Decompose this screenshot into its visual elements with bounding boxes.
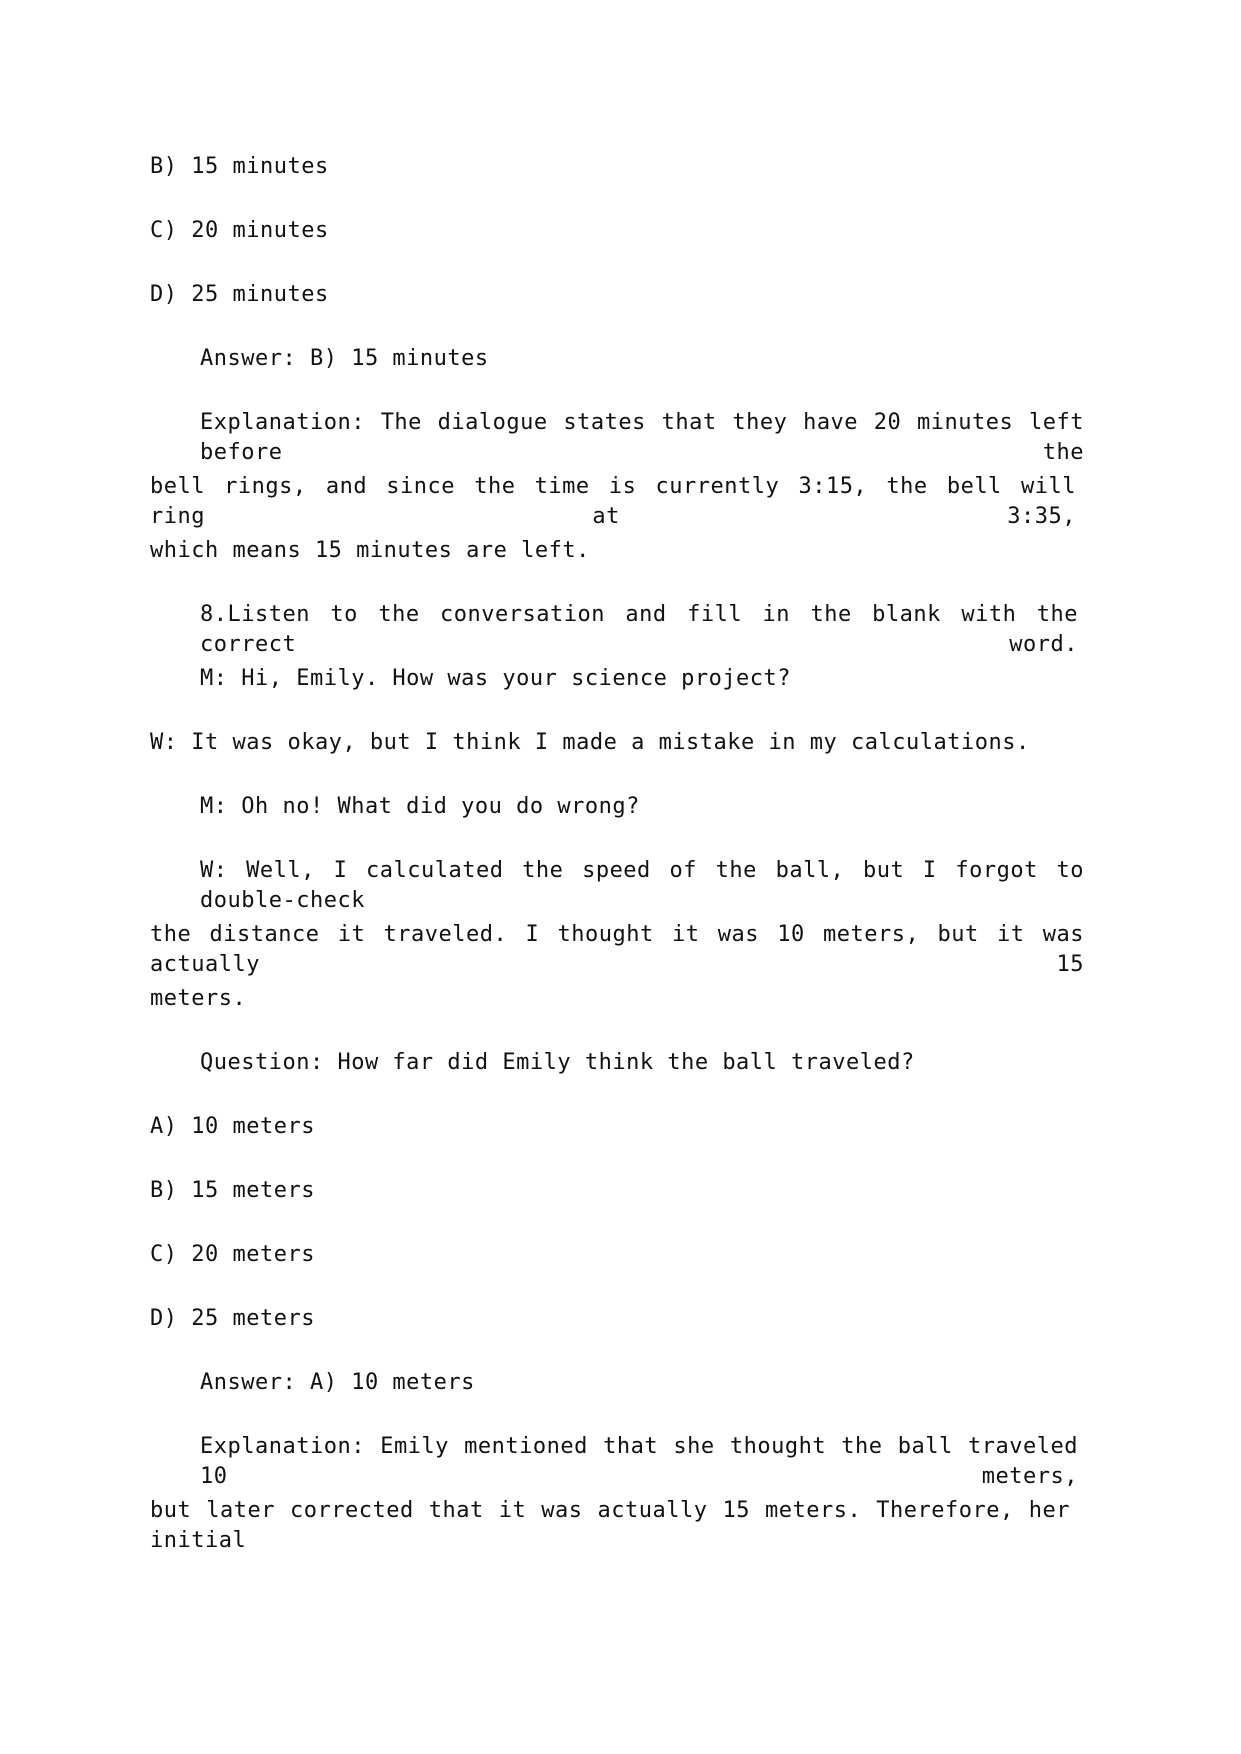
- dialogue-line-w-2-part-2: the distance it traveled. I thought it was 10 meters, but it was actually 15: [150, 922, 1084, 977]
- explanation-8-line-1: Explanation: Emily mentioned that she thought the ball traveled 10 meters,: [200, 1434, 1078, 1489]
- dialogue-line-m-1: M: Hi, Emily. How was your science project?: [200, 666, 792, 691]
- question-8-question: Question: How far did Emily think the ball traveled?: [200, 1050, 915, 1075]
- option-d-minutes: D) 25 minutes: [150, 282, 329, 307]
- dialogue-line-w-2-part-1: W: Well, I calculated the speed of the ball, but I forgot to double-check: [200, 858, 1084, 913]
- dialogue-line-w-1: W: It was okay, but I think I made a mistake in my calculations.: [150, 730, 1030, 755]
- option-a-meters: A) 10 meters: [150, 1114, 315, 1139]
- option-d-meters: D) 25 meters: [150, 1306, 315, 1331]
- answer-1: Answer: B) 15 minutes: [200, 346, 489, 371]
- option-c-minutes: C) 20 minutes: [150, 218, 329, 243]
- dialogue-line-m-2: M: Oh no! What did you do wrong?: [200, 794, 640, 819]
- question-8-instruction: 8.Listen to the conversation and fill in the blank with the correct word.: [200, 602, 1078, 657]
- explanation-1-line-3: which means 15 minutes are left.: [150, 538, 590, 563]
- explanation-1-line-2: bell rings, and since the time is currently 3:15, the bell will ring at 3:35,: [150, 474, 1076, 529]
- answer-8: Answer: A) 10 meters: [200, 1370, 475, 1395]
- option-c-meters: C) 20 meters: [150, 1242, 315, 1267]
- option-b-meters: B) 15 meters: [150, 1178, 315, 1203]
- dialogue-line-w-2-part-3: meters.: [150, 986, 247, 1011]
- explanation-1-line-1: Explanation: The dialogue states that they have 20 minutes left before the: [200, 410, 1084, 465]
- option-b-minutes: B) 15 minutes: [150, 154, 329, 179]
- explanation-8-line-2: but later corrected that it was actually 15 meters. Therefore, her initial: [150, 1498, 1070, 1553]
